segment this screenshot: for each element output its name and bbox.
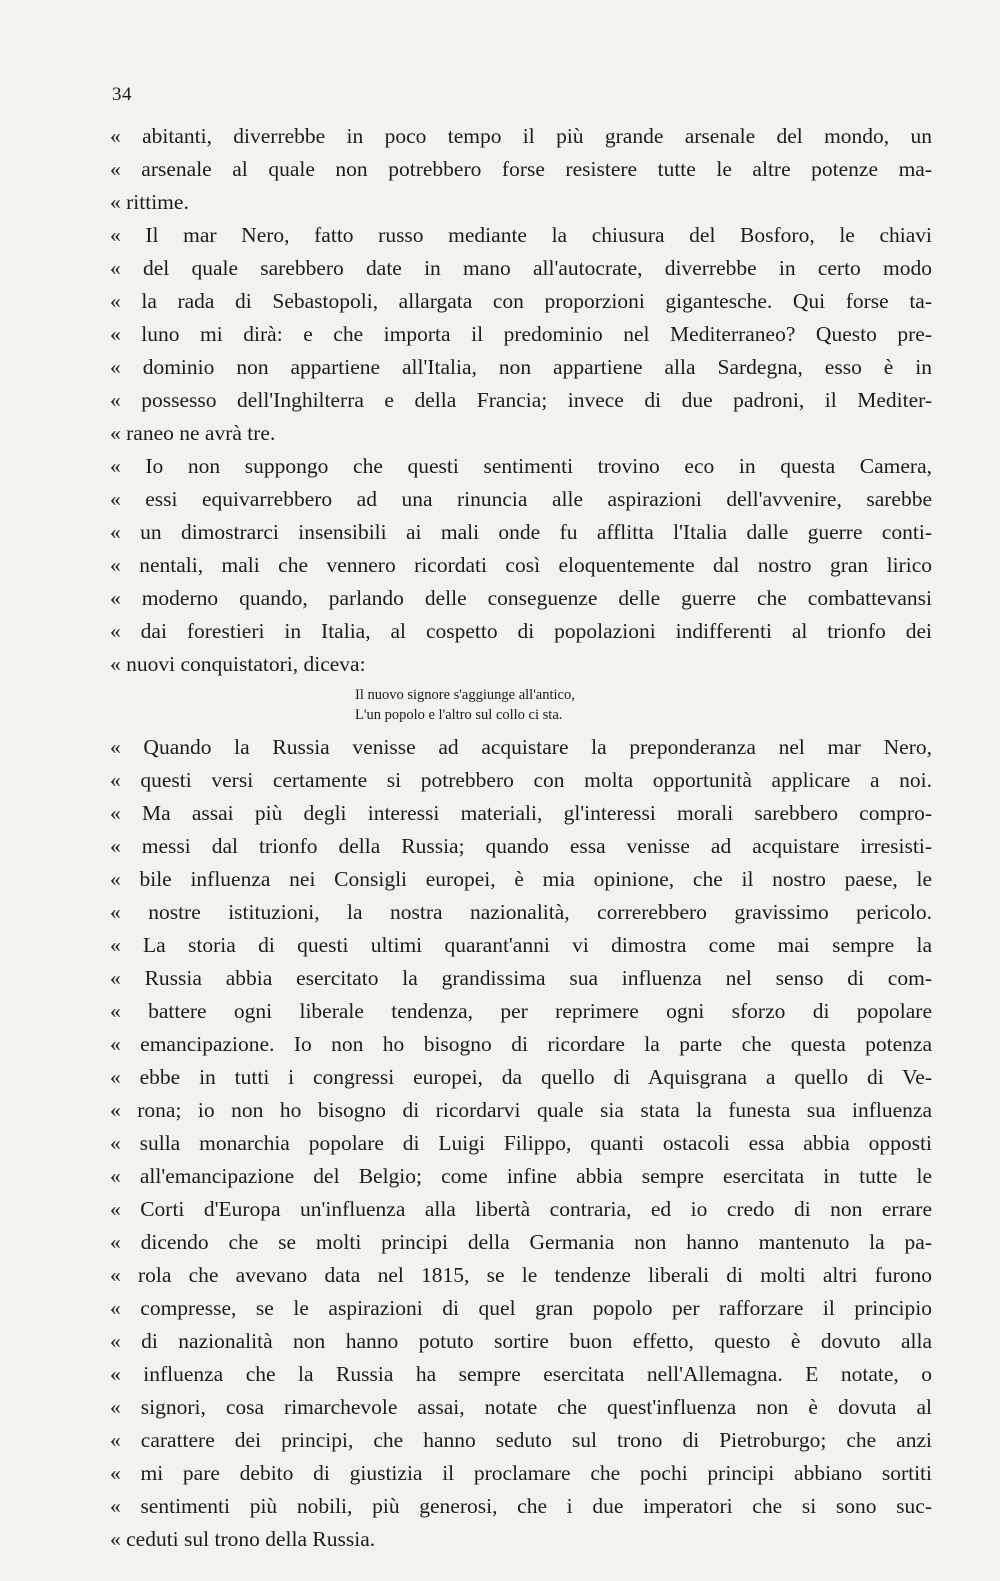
text-line: « dominio non appartiene all'Italia, non appartiene alla Sardegna, esso è in [110, 355, 932, 379]
text-line: « rittime. [110, 190, 189, 214]
text-line: « abitanti, diverrebbe in poco tempo il più grande arsenale del mondo, un [110, 124, 932, 148]
paragraph-arsenal [110, 120, 932, 219]
text-line: « Ma assai più degli interessi materiali, gl'interessi morali sarebbero compro- [110, 801, 932, 825]
text-line: « Corti d'Europa un'influenza alla libertà contraria, ed io credo di non errare [110, 1197, 932, 1221]
text-line: « di nazionalità non hanno potuto sortire buon effetto, questo è dovuto alla [110, 1329, 932, 1353]
page-number: 34 [112, 84, 132, 105]
text-line: « bile influenza nei Consigli europei, è mia opinione, che il nostro paese, le [110, 867, 932, 891]
text-line: « del quale sarebbero date in mano all'autocrate, diverrebbe in certo modo [110, 256, 932, 280]
text-line: « emancipazione. Io non ho bisogno di ricordare la parte che questa potenza [110, 1032, 932, 1056]
text-line: « all'emancipazione del Belgio; come infine abbia sempre esercitata in tutte le [110, 1164, 932, 1188]
text-line: « Il mar Nero, fatto russo mediante la chiusura del Bosforo, le chiavi [110, 223, 932, 247]
paragraph-black-sea [110, 219, 932, 450]
text-line: « Io non suppongo che questi sentimenti trovino eco in questa Camera, [110, 454, 932, 478]
text-line: « mi pare debito di giustizia il proclamare che pochi principi abbiano sortiti [110, 1461, 932, 1485]
text-line: « nentali, mali che vennero ricordati così eloquentemente dal nostro gran lirico [110, 553, 932, 577]
text-line: « ebbe in tutti i congressi europei, da quello di Aquisgrana a quello di Ve- [110, 1065, 932, 1089]
text-line: « rona; io non ho bisogno di ricordarvi quale sia stata la funesta sua influenza [110, 1098, 932, 1122]
text-line: « Russia abbia esercitato la grandissima sua influenza nel senso di com- [110, 966, 932, 990]
verse-quotation [110, 685, 932, 725]
text-line: « arsenale al quale non potrebbero forse resistere tutte le altre potenze ma- [110, 157, 932, 181]
text-line: « La storia di questi ultimi quarant'anni vi dimostra come mai sempre la [110, 933, 932, 957]
text-line: « influenza che la Russia ha sempre esercitata nell'Allemagna. E notate, o [110, 1362, 932, 1386]
text-line: « luno mi dirà: e che importa il predominio nel Mediterraneo? Questo pre- [110, 322, 932, 346]
text-line: « essi equivarrebbero ad una rinuncia alle aspirazioni dell'avvenire, sarebbe [110, 487, 932, 511]
text-line: « nostre istituzioni, la nostra nazionalità, correrebbero gravissimo pericolo. [110, 900, 932, 924]
text-line: « Quando la Russia venisse ad acquistare la preponderanza nel mar Nero, [110, 735, 932, 759]
text-line: « questi versi certamente si potrebbero con molta opportunità applicare a noi. [110, 768, 932, 792]
verse-line: L'un popolo e l'altro sul collo ci sta. [355, 707, 563, 723]
text-line: « messi dal trionfo della Russia; quando essa venisse ad acquistare irresisti- [110, 834, 932, 858]
paragraph-russia-influence [110, 731, 932, 1556]
text-line: « la rada di Sebastopoli, allargata con proporzioni gigantesche. Qui forse ta- [110, 289, 932, 313]
text-line: « possesso dell'Inghilterra e della Francia; invece di due padroni, il Mediter- [110, 388, 932, 412]
text-line: « moderno quando, parlando delle conseguenze delle guerre che combattevansi [110, 586, 932, 610]
text-line: « sulla monarchia popolare di Luigi Filippo, quanti ostacoli essa abbia opposti [110, 1131, 932, 1155]
text-line: « dai forestieri in Italia, al cospetto di popolazioni indifferenti al trionfo dei [110, 619, 932, 643]
text-line: « un dimostrarci insensibili ai mali onde fu afflitta l'Italia dalle guerre conti- [110, 520, 932, 544]
text-line: « signori, cosa rimarchevole assai, notate che quest'influenza non è dovuta al [110, 1395, 932, 1419]
text-line: « carattere dei principi, che hanno seduto sul trono di Pietroburgo; che anzi [110, 1428, 932, 1452]
text-line: « rola che avevano data nel 1815, se le tendenze liberali di molti altri furono [110, 1263, 932, 1287]
text-line: « dicendo che se molti principi della Germania non hanno mantenuto la pa- [110, 1230, 932, 1254]
verse-line: Il nuovo signore s'aggiunge all'antico, [355, 687, 575, 703]
body-text [110, 120, 932, 1556]
text-line: « nuovi conquistatori, diceva: [110, 652, 366, 676]
paragraph-sentiments [110, 450, 932, 681]
text-line: « sentimenti più nobili, più generosi, che i due imperatori che si sono suc- [110, 1494, 932, 1518]
text-line: « battere ogni liberale tendenza, per reprimere ogni sforzo di popolare [110, 999, 932, 1023]
text-line: « ceduti sul trono della Russia. [110, 1527, 376, 1551]
text-line: « compresse, se le aspirazioni di quel gran popolo per rafforzare il principio [110, 1296, 932, 1320]
text-line: « raneo ne avrà tre. [110, 421, 276, 445]
